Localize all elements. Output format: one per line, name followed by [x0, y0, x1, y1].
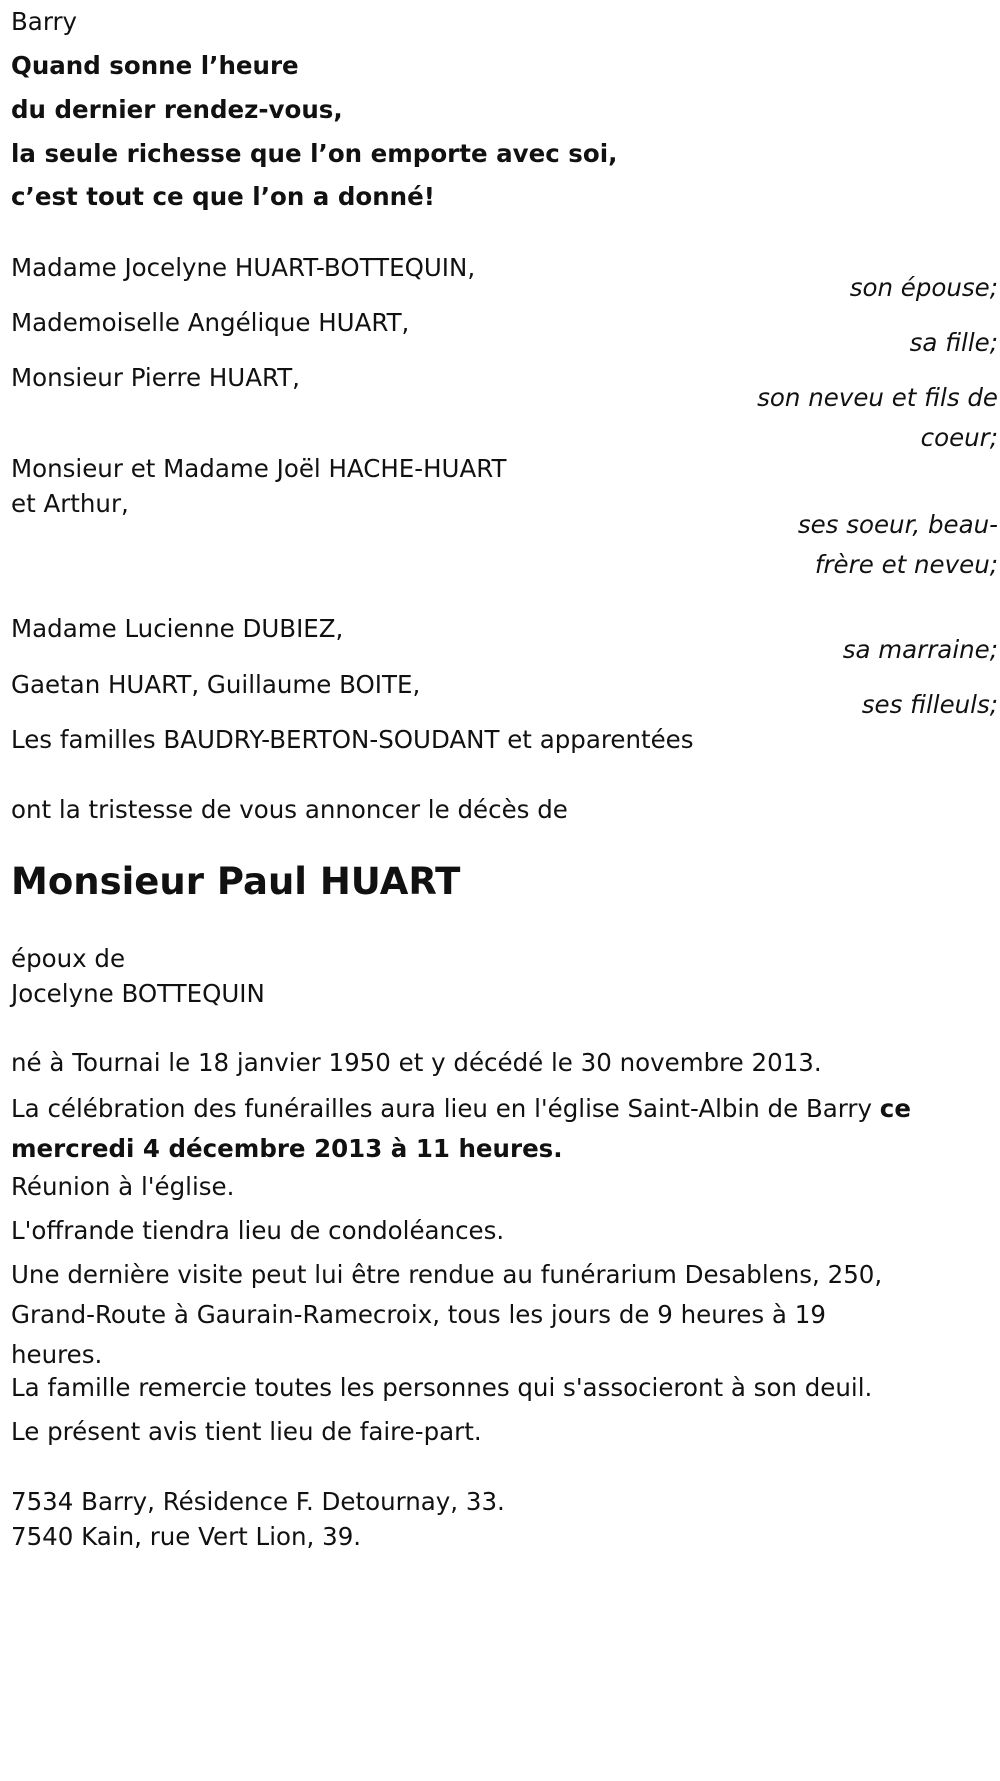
family-member-name: Gaetan HUART, Guillaume BOITE,	[11, 670, 421, 699]
location-heading: Barry	[11, 7, 78, 36]
meeting-info: Réunion à l'église.	[11, 1172, 235, 1201]
poem-line: la seule richesse que l’on emporte avec soi,	[11, 139, 618, 168]
family-member-name: et Arthur,	[11, 489, 129, 518]
family-member-name: Madame Jocelyne HUART-BOTTEQUIN,	[11, 253, 476, 282]
family-member-name: Monsieur Pierre HUART,	[11, 363, 300, 392]
poem-line: c’est tout ce que l’on a donné!	[11, 182, 435, 211]
offering-info: L'offrande tiendra lieu de condoléances.	[11, 1216, 505, 1245]
funeral-date: ce mercredi 4 décembre 2013 à 11 heures.	[11, 1094, 911, 1163]
family-member-relation: son neveu et fils de coeur;	[757, 383, 998, 452]
spouse-name: Jocelyne BOTTEQUIN	[11, 979, 265, 1008]
poem-line: du dernier rendez-vous,	[11, 95, 343, 124]
thanks-info: La famille remercie toutes les personnes qui s'associeront à son deuil.	[11, 1373, 873, 1402]
notice-info: Le présent avis tient lieu de faire-part.	[11, 1417, 482, 1446]
funeral-text: La célébration des funérailles aura lieu en l'église Saint-Albin de Barry	[11, 1094, 880, 1123]
poem-line: Quand sonne l’heure	[11, 51, 299, 80]
announcement: ont la tristesse de vous annoncer le décès de	[11, 795, 568, 824]
family-member-name: Madame Lucienne DUBIEZ,	[11, 614, 344, 643]
address-line: 7534 Barry, Résidence F. Detournay, 33.	[11, 1487, 505, 1516]
funeral-info	[11, 1089, 996, 1169]
deceased-name: Monsieur Paul HUART	[11, 860, 461, 903]
family-member-name: Les familles BAUDRY-BERTON-SOUDANT et apparentées	[11, 725, 694, 754]
spouse-label: époux de	[11, 944, 126, 973]
family-member-relation: ses filleuls;	[861, 690, 998, 719]
family-member-relation: sa marraine;	[842, 635, 998, 664]
family-member-relation: son épouse;	[849, 273, 998, 302]
family-member-name: Mademoiselle Angélique HUART,	[11, 308, 410, 337]
address-line: 7540 Kain, rue Vert Lion, 39.	[11, 1522, 362, 1551]
birth-death-info: né à Tournai le 18 janvier 1950 et y décédé le 30 novembre 2013.	[11, 1048, 822, 1077]
visit-info: Une dernière visite peut lui être rendue au funérarium Desablens, 250, Grand-Route à Gaurain-Ramecroix, tous les jours de 9 heures à 19 heures.	[11, 1260, 883, 1369]
family-member-relation: sa fille;	[909, 328, 998, 357]
family-member-name: Monsieur et Madame Joël HACHE-HUART	[11, 454, 507, 483]
family-member-relation: ses soeur, beau-frère et neveu;	[797, 510, 998, 579]
